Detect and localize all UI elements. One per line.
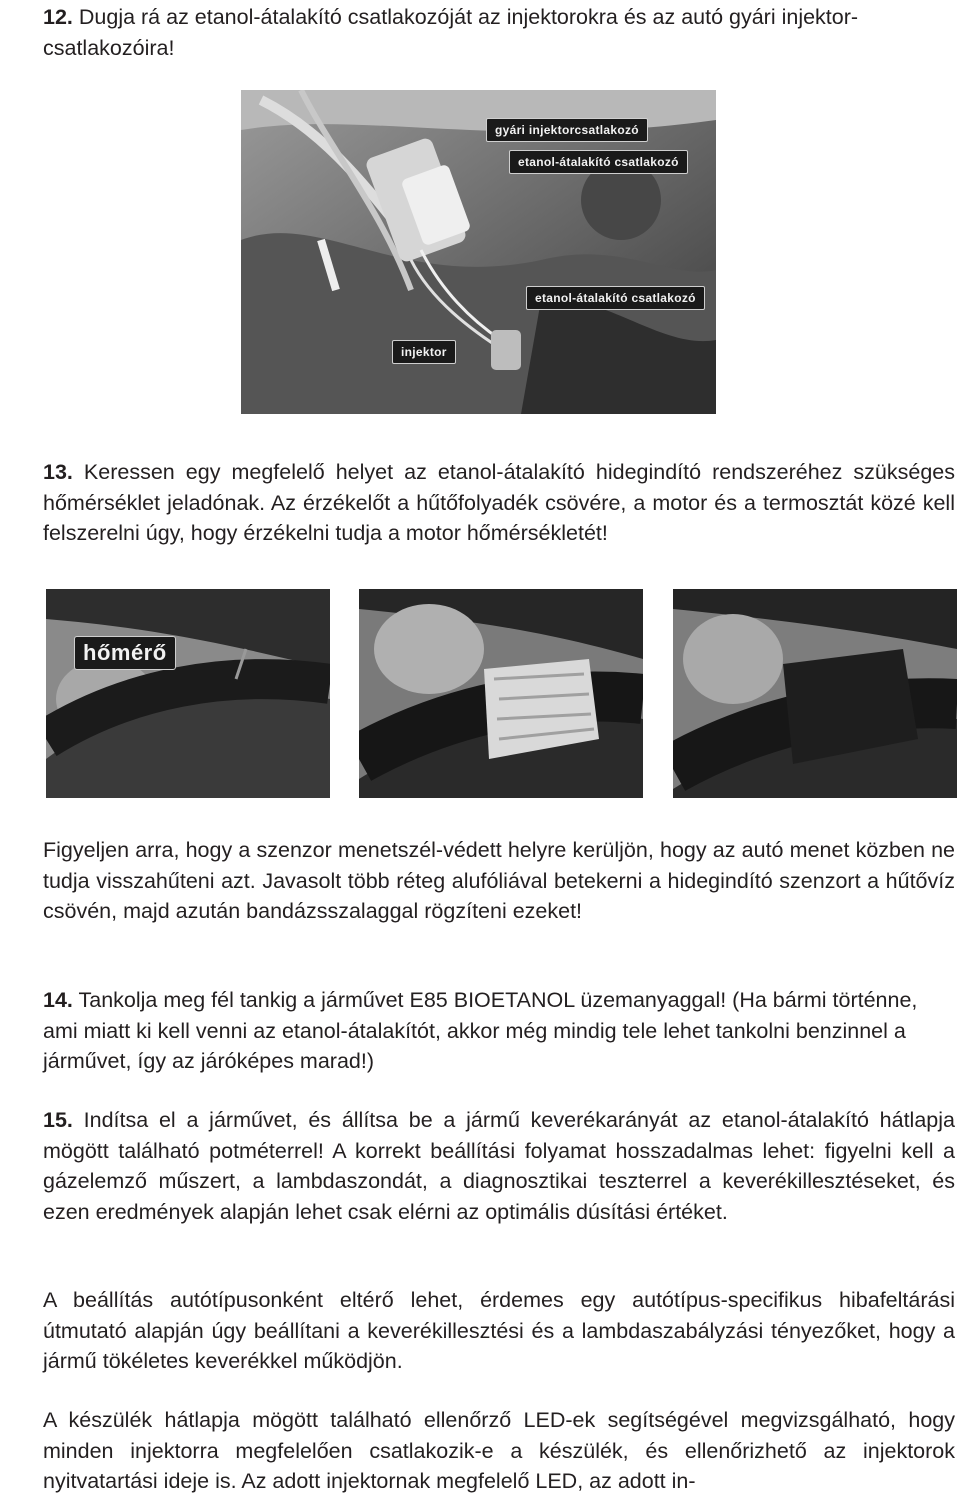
step-12 <box>43 2 955 63</box>
setup-paragraph <box>43 1285 955 1377</box>
photo-label: hőmérő <box>74 636 176 670</box>
step-number: 14. <box>43 988 73 1012</box>
step-number: 15. <box>43 1108 73 1132</box>
photo-label: gyári injektorcsatlakozó <box>486 118 648 142</box>
photo-label: etanol-átalakító csatlakozó <box>526 286 705 310</box>
step-14 <box>43 985 955 1077</box>
setup-text: A beállítás autótípusonként eltérő lehet, érdemes egy autótípus-specifikus hibafeltárási útmutató alapján úgy beállítani a keverékillesztési és a lambdaszabályzási tényezőket, hogy a jármű tökéletes keverékkel működjön. <box>43 1288 955 1373</box>
led-text: A készülék hátlapja mögött található ellenőrző LED-ek segítségével megvizsgálható, hogy minden injektorra megfelelően csatlakozik-e a készülék, és ellenőrizhető az injektorok nyitvatartási ideje is. Az adott injektornak megfelelő LED, az adott in- <box>43 1408 955 1493</box>
step-text: Tankolja meg fél tankig a járművet E85 BIOETANOL üzemanyaggal! (Ha bármi történne, ami miatt ki kell venni az etanol-átalakítót, akkor még mindig tele lehet tankolni benzinnel a járművet, így az járóképes marad!) <box>43 988 918 1073</box>
photo-label: injektor <box>392 340 456 364</box>
tape-wrap-photo <box>673 589 957 798</box>
sensor-note <box>43 835 955 927</box>
step-text: Keressen egy megfelelő helyet az etanol-átalakító hidegindító rendszeréhez szükséges hőmérséklet jeladónak. Az érzékelőt a hűtőfolyadék csövére, a motor és a termosztát közé kell felszerelni úgy, hogy érzékelni tudja a motor hőmérsékletét! <box>43 460 955 545</box>
injector-connector-photo <box>241 90 716 414</box>
step-number: 12. <box>43 5 73 29</box>
step-number: 13. <box>43 460 73 484</box>
step-text: Dugja rá az etanol-átalakító csatlakozóját az injektorokra és az autó gyári injektor-csatlakozóira! <box>43 5 859 60</box>
led-paragraph <box>43 1405 955 1497</box>
foil-wrap-photo <box>359 589 643 798</box>
step-15 <box>43 1105 955 1227</box>
note-text: Figyeljen arra, hogy a szenzor menetszél-védett helyre kerüljön, hogy az autó menet közben ne tudja visszahűteni azt. Javasolt több réteg alufóliával betekerni a hidegindító szenzort a hűtővíz csövén, majd azután bandázsszalaggal rögzíteni ezeket! <box>43 838 955 923</box>
sensor-photo <box>46 589 330 798</box>
step-13 <box>43 457 955 549</box>
step-text: Indítsa el a járművet, és állítsa be a jármű keverékarányát az etanol-átalakító hátlapja mögött található potméterrel! A korrekt beállítási folyamat hosszadalmas lehet: figyelni kell a gázelemző műszert, a lambdaszondát, a diagnosztikai teszterrel a keverékillesztéseket, és ezen eredmények alapján lehet csak elérni az optimális dúsítási értéket. <box>43 1108 955 1224</box>
photo-label: etanol-átalakító csatlakozó <box>509 150 688 174</box>
